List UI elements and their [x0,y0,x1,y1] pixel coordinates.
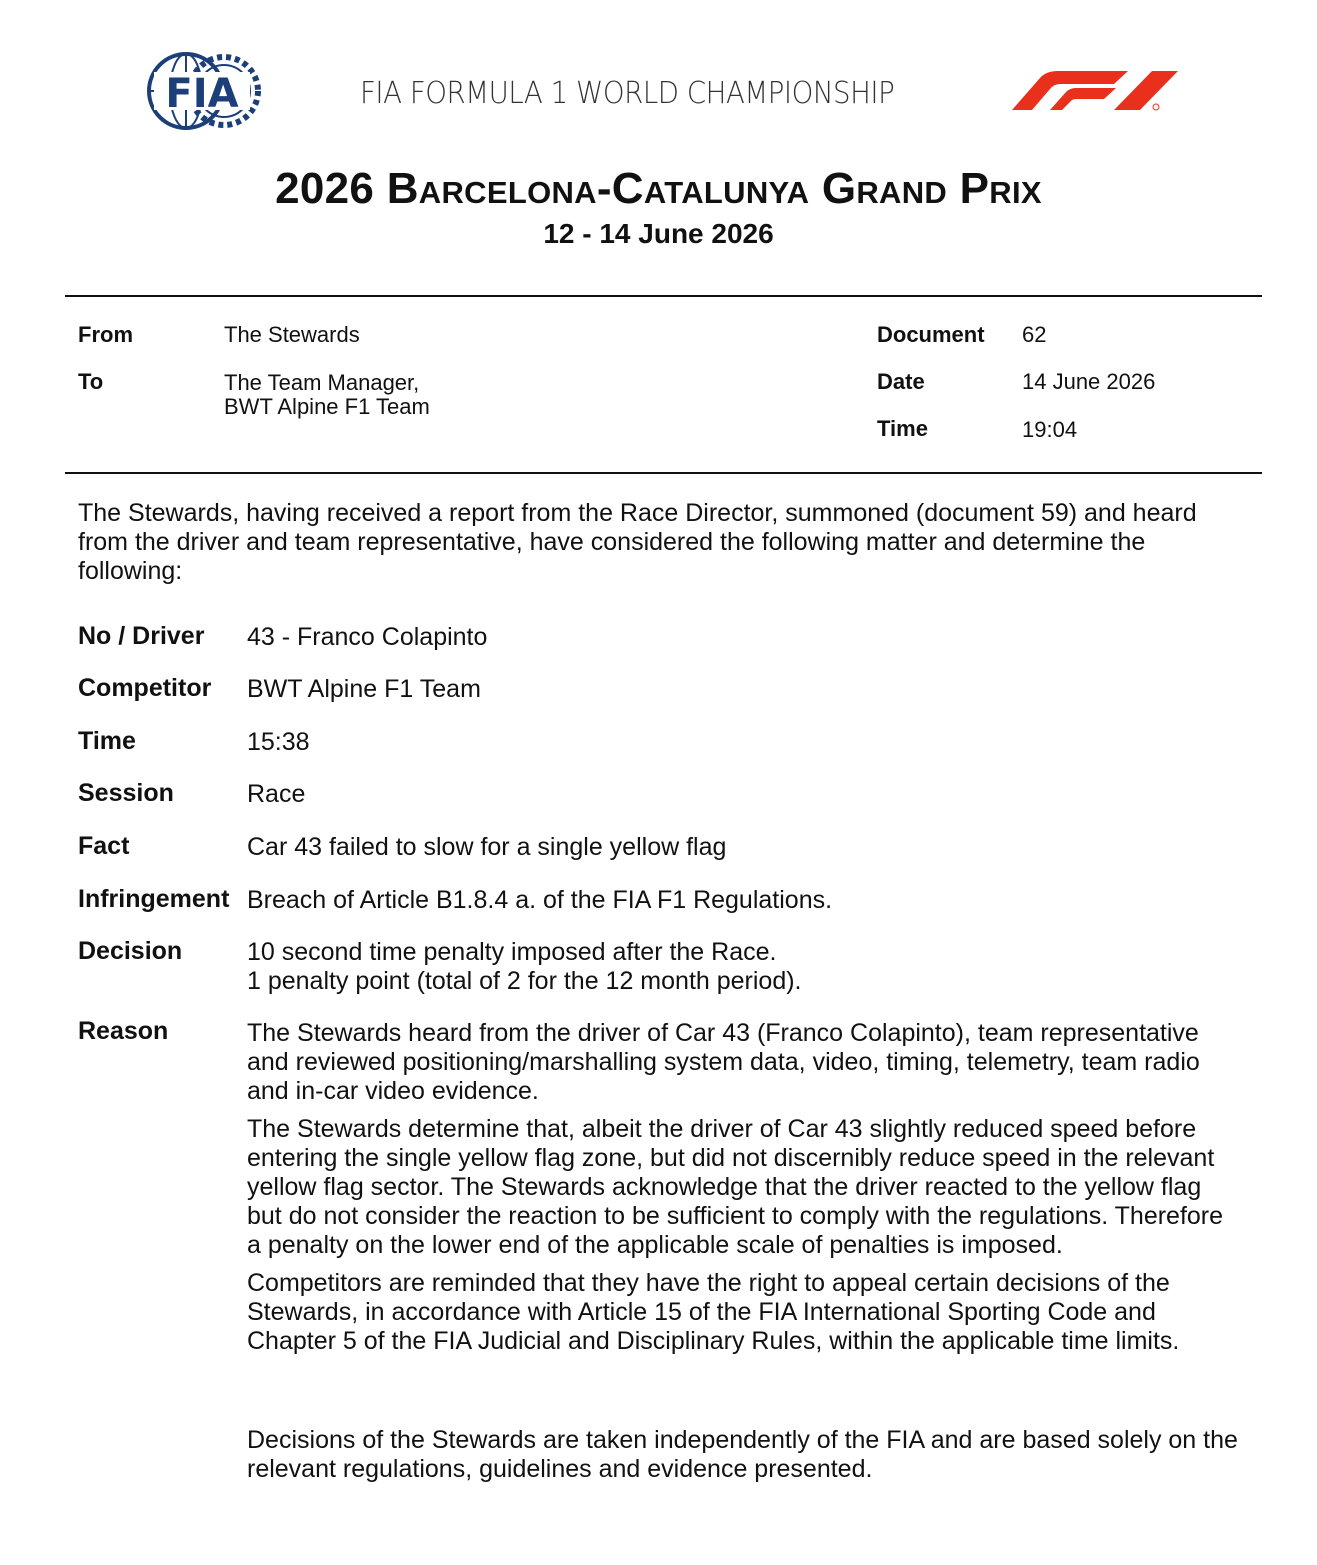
session-label: Session [78,779,174,807]
decision-line1: 10 second time penalty imposed after the Race. [247,938,777,966]
reason-paragraph-1: The Stewards heard from the driver of Car 43 (Franco Colapinto), team representative and reviewed positioning/marshalling system data, video, timing, telemetry, team radio and in-car video evidence. [247,1019,1200,1105]
intro-paragraph: The Stewards, having received a report from the Race Director, summoned (document 59) and heard from the driver and team representative, have considered the following matter and determine the following: [78,499,1197,585]
session-value: Race [247,780,306,808]
time-value: 19:04 [1022,417,1078,442]
event-dates: 12 - 14 June 2026 [543,218,774,249]
driver-value: 43 - Franco Colapinto [247,623,488,651]
time-label: Time [877,416,928,441]
f1-logo-icon [1010,68,1180,114]
incident-time-value: 15:38 [247,728,310,756]
to-value-line2: BWT Alpine F1 Team [224,394,430,419]
driver-label: No / Driver [78,622,205,650]
fact-label: Fact [78,832,130,860]
divider-top [65,295,1262,297]
document-value: 62 [1022,322,1047,347]
svg-text:FIA: FIA [165,71,239,117]
decision-value [247,938,1247,996]
reason-paragraph-3: Competitors are reminded that they have the right to appeal certain decisions of the Stewards, in accordance with Article 15 of the FIA International Sporting Code and Chapter 5 of the FIA Judicial and Disciplinary Rules, within the applicable time limits. [247,1269,1180,1355]
championship-title: FIA FORMULA 1 WORLD CHAMPIONSHIP [360,76,895,111]
infringement-value: Breach of Article B1.8.4 a. of the FIA F1 Regulations. [247,886,833,914]
to-label: To [78,369,104,394]
from-value: The Stewards [224,322,360,347]
reason-paragraph-4: Decisions of the Stewards are taken independently of the FIA and are based solely on the relevant regulations, guidelines and evidence presented. [247,1426,1238,1483]
reason-value [247,1019,1242,1365]
competitor-label: Competitor [78,674,212,702]
fia-logo-icon [146,50,264,132]
event-title: 2026 Barcelona-Catalunya Grand Prix [275,164,1042,213]
document-label: Document [877,322,985,347]
date-value: 14 June 2026 [1022,369,1156,394]
to-value-line1: The Team Manager, [224,370,420,395]
decision-line2: 1 penalty point (total of 2 for the 12 month period). [247,967,802,995]
reason-label: Reason [78,1017,169,1045]
from-label: From [78,322,133,347]
fact-value: Car 43 failed to slow for a single yellow flag [247,833,727,861]
incident-time-label: Time [78,727,136,755]
competitor-value: BWT Alpine F1 Team [247,675,481,703]
date-label: Date [877,369,925,394]
divider-bottom [65,472,1262,474]
reason-paragraph-2: The Stewards determine that, albeit the driver of Car 43 slightly reduced speed before entering the single yellow flag zone, but did not discernibly reduce speed in the relevant yellow flag sector. The Stewards acknowledge that the driver reacted to the yellow flag but do not consider the reaction to be sufficient to comply with the regulations. Therefore a penalty on the lower end of the applicable scale of penalties is imposed. [247,1115,1224,1259]
decision-label: Decision [78,937,183,965]
infringement-label: Infringement [78,885,230,913]
